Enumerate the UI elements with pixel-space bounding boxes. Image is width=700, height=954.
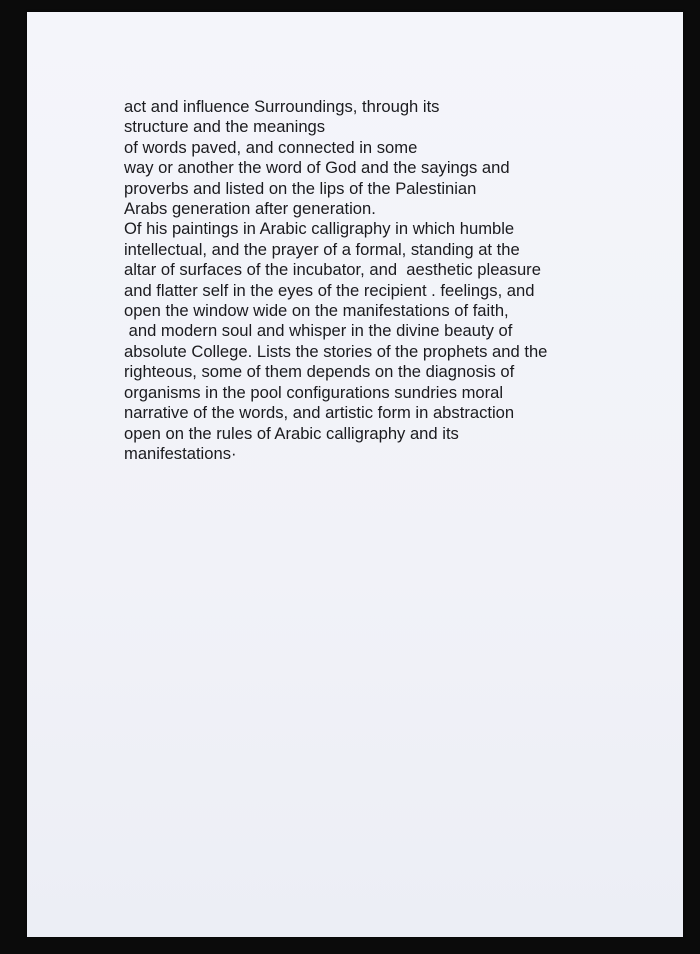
text-line: altar of surfaces of the incubator, and aesthetic pleasure <box>124 260 541 280</box>
text-line: open on the rules of Arabic calligraphy and its <box>124 423 459 443</box>
text-line: of words paved, and connected in some <box>124 137 418 157</box>
text-line: righteous, some of them depends on the diagnosis of <box>124 362 515 382</box>
text-line: narrative of the words, and artistic form in abstraction <box>124 403 515 423</box>
text-line: Arabs generation after generation. <box>124 199 376 219</box>
text-line: act and influence Surroundings, through its <box>124 97 440 116</box>
text-line: organisms in the pool configurations sundries moral <box>124 382 504 402</box>
text-line: Of his paintings in Arabic calligraphy in which humble <box>124 219 515 239</box>
text-line: proverbs and listed on the lips of the Palestinian <box>124 178 477 198</box>
text-line: structure and the meanings <box>124 117 326 137</box>
text-line: absolute College. Lists the stories of the prophets and the <box>124 341 548 361</box>
paper-sheet <box>27 12 683 937</box>
text-line: manifestations· <box>124 443 237 463</box>
text-line: intellectual, and the prayer of a formal, standing at the <box>124 239 520 259</box>
text-line: way or another the word of God and the sayings and <box>124 158 510 178</box>
text-line: open the window wide on the manifestations of faith, <box>124 301 509 321</box>
text-line: and flatter self in the eyes of the recipient . feelings, and <box>124 280 535 300</box>
body-text <box>124 97 644 464</box>
text-line: and modern soul and whisper in the divine beauty of <box>124 321 513 341</box>
